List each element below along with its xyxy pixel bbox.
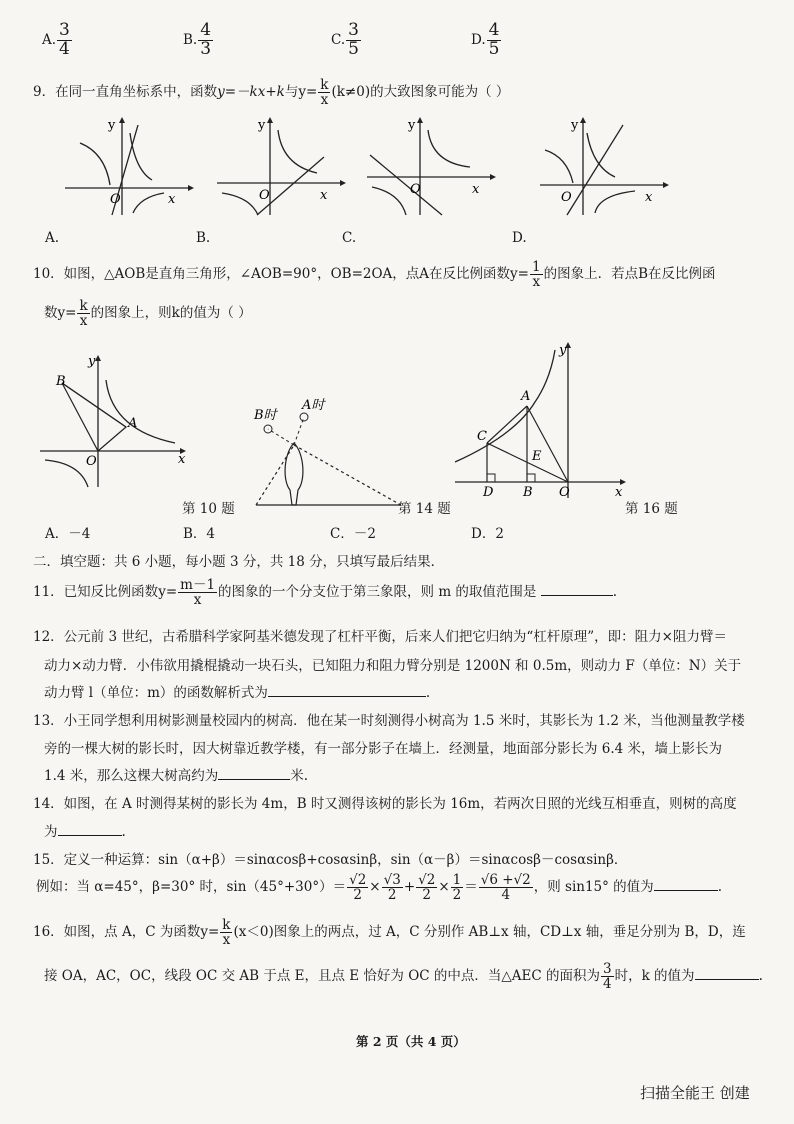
svg-text:E: E — [532, 449, 542, 464]
svg-text:B: B — [523, 485, 533, 500]
q16-line1: 16．如图，点 A，C 为函数y= $\frac{k}{x}$ (x＜0)图象上的两点，过 A，C 分别作 AB⊥x 轴，CD⊥x 轴，垂足分别为 B，D，连 — [33, 917, 746, 949]
q13-line1: 13．小王同学想利用树影测量校园内的树高．他在某一时刻测得小树高为 1.5 米时，其影长为 1.2 米，当他测量教学楼 — [33, 713, 745, 729]
svg-text:y: y — [108, 118, 116, 133]
svg-text:D: D — [483, 485, 494, 500]
q12-line2: 动力×动力臂．小伟欲用撬棍撬动一块石头，已知阻力和阻力臂分别是 1200N 和 0.5m，则动力 F（单位：N）关于 — [44, 658, 742, 674]
svg-text:A时: A时 — [302, 398, 325, 413]
q12-answer-blank[interactable] — [268, 682, 426, 697]
q14-line2: 为 . — [44, 820, 126, 840]
q9-graph-d — [535, 115, 670, 220]
svg-text:x: x — [645, 190, 653, 205]
q16-answer-blank[interactable] — [695, 965, 759, 980]
q9-graph-b — [212, 115, 347, 220]
q9-label-d: D. — [512, 230, 527, 246]
svg-text:O: O — [86, 454, 97, 469]
figure-10-caption: 第 10 题 — [182, 501, 235, 517]
q10-stem-line1: 10．如图，△AOB是直角三角形，∠AOB=90°，OB=2OA，点A在反比例函数y= $\frac{1}{x}$ 的图象上．若点B在反比例函 — [33, 259, 716, 291]
q10-option-c: C．－2 — [330, 526, 376, 542]
q11: 11．已知反比例函数y= $\frac{m-1}{x}$ 的图象的一个分支位于第三象限，则 m 的取值范围是 . — [33, 577, 618, 609]
q14-line1: 14．如图，在 A 时测得某树的影长为 4m，B 时又测得该树的影长为 16m，若两次日照的光线互相垂直，则树的高度 — [33, 796, 737, 812]
figure-10 — [40, 355, 190, 490]
svg-text:x: x — [615, 485, 623, 500]
svg-text:B时: B时 — [254, 408, 277, 423]
svg-text:O: O — [559, 485, 570, 500]
figure-16-caption: 第 16 题 — [625, 501, 678, 517]
q16-line2: 接 OA，AC，OC，线段 OC 交 AB 于点 E，且点 E 恰好为 OC 的中点．当△AEC 的面积为 $\frac{3}{4}$ 时，k 的值为 . — [44, 961, 763, 993]
svg-text:x: x — [178, 452, 186, 467]
q9-label-b: B. — [196, 230, 211, 246]
svg-text:x: x — [168, 192, 176, 207]
figure-14-caption: 第 14 题 — [398, 501, 451, 517]
figure-14 — [246, 395, 406, 510]
q9-graph-a — [60, 115, 195, 220]
svg-text:y: y — [559, 343, 567, 358]
svg-text:y: y — [88, 355, 96, 369]
section-2-heading: 二．填空题：共 6 小题，每小题 3 分，共 18 分，只填写最后结果． — [33, 554, 445, 570]
svg-text:y: y — [258, 118, 266, 133]
q14-answer-blank[interactable] — [58, 821, 122, 836]
svg-text:O: O — [110, 192, 121, 207]
q10-option-a: A．－4 — [45, 526, 91, 542]
q8-option-b: B. $\frac{4}{3}$ — [183, 20, 212, 59]
q15-answer-blank[interactable] — [654, 876, 718, 891]
q12-line3: 动力臂 l（单位：m）的函数解析式为 . — [44, 681, 430, 701]
q10-option-d: D．2 — [471, 526, 504, 542]
q10-option-b: B．4 — [183, 526, 216, 542]
svg-text:O: O — [259, 188, 270, 203]
q13-line2: 旁的一棵大树的影长时，因大树靠近教学楼，有一部分影子在墙上．经测量，地面部分影长为 6.4 米，墙上影长为 — [44, 741, 723, 757]
q13-line3: 1.4 米，那么这棵大树高约为 米. — [44, 764, 308, 784]
q10-stem-line2: 数y= $\frac{k}{x}$ 的图象上，则k的值为（ ） — [44, 298, 252, 330]
svg-text:O: O — [561, 190, 572, 205]
q13-answer-blank[interactable] — [218, 765, 290, 780]
q9-graph-c — [362, 115, 497, 220]
svg-text:A: A — [128, 416, 138, 431]
q15-line1: 15．定义一种运算：sin（α+β）＝sinαcosβ+cosαsinβ，sin（α－β）＝sinαcosβ－cosαsinβ． — [33, 852, 628, 868]
q9-label-a: A. — [45, 230, 60, 246]
svg-text:x: x — [472, 182, 480, 197]
svg-text:x: x — [320, 188, 328, 203]
q8-option-a: A. $\frac{3}{4}$ — [42, 20, 70, 59]
q9-label-c: C. — [342, 230, 357, 246]
q9-stem: 9．在同一直角坐标系中，函数y=－kx+k与y= $\frac{k}{x}$ (k≠0)的大致图象可能为（ ） — [33, 77, 510, 109]
svg-text:B: B — [56, 374, 66, 389]
figure-16 — [455, 340, 645, 500]
svg-text:y: y — [571, 118, 579, 133]
q15-line2: 例如：当 α=45°，β=30° 时，sin（45°+30°）＝ $\frac{√2}{2}$ × $\frac{√3}{2}$ + $\frac{√2}{2}$ × $\frac{1}{2}$ ＝ $\frac{√6 +√2}{4}$ ，则 sin15° 的值为 . — [36, 872, 722, 904]
q12-line1: 12．公元前 3 世纪，古希腊科学家阿基米德发现了杠杆平衡，后来人们把它归纳为“杠杆原理”，即：阻力×阻力臂＝ — [33, 629, 727, 645]
q8-option-c: C. $\frac{3}{5}$ — [331, 20, 359, 59]
svg-text:A: A — [521, 389, 531, 404]
svg-text:C: C — [477, 429, 487, 444]
q11-answer-blank[interactable] — [541, 581, 613, 596]
scanner-watermark: 扫描全能王 创建 — [640, 1084, 750, 1102]
svg-text:O: O — [410, 182, 421, 197]
q8-option-d: D. $\frac{4}{5}$ — [471, 20, 500, 59]
svg-text:y: y — [408, 118, 416, 133]
page-number: 第 2 页（共 4 页） — [356, 1034, 466, 1049]
